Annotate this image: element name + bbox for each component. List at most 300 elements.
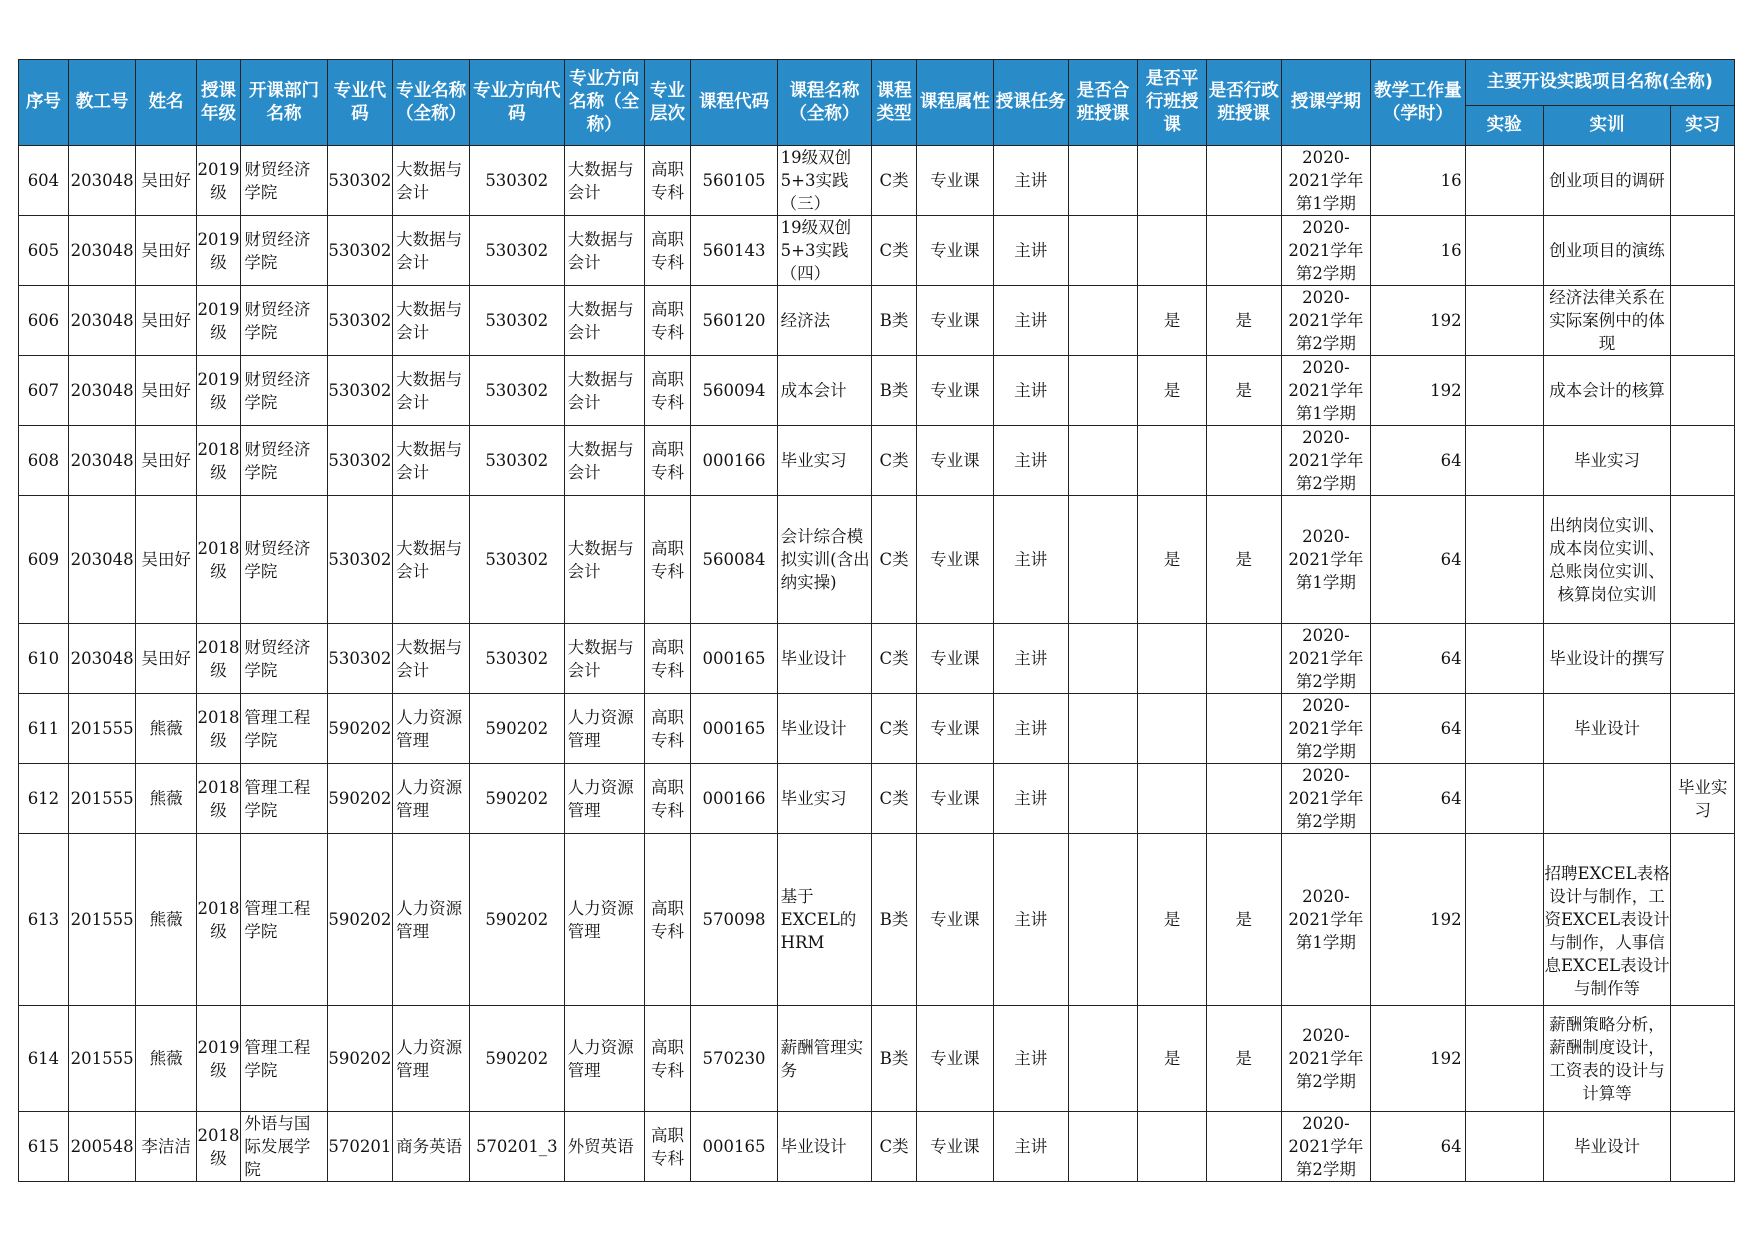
cell-merged	[1068, 356, 1138, 426]
cell-text: 570230	[702, 1049, 766, 1068]
cell-major-name	[393, 1112, 470, 1182]
cell-grade	[196, 356, 241, 426]
cell-text: 专业课	[930, 719, 980, 738]
col-header-level: 专业层次	[644, 60, 691, 146]
cell-text: 是	[1235, 1049, 1253, 1068]
col-header-course-type: 课程类型	[872, 60, 917, 146]
cell-parallel	[1138, 356, 1207, 426]
cell-seq	[19, 216, 69, 286]
cell-text: 201555	[70, 719, 134, 738]
cell-merged	[1068, 834, 1138, 1006]
cell-term	[1281, 356, 1370, 426]
cell-text: 192	[1430, 1049, 1462, 1068]
cell-text: 是	[1163, 381, 1181, 400]
cell-text: 毕业设计的撰写	[1549, 649, 1665, 668]
cell-hours	[1371, 1112, 1466, 1182]
cell-term	[1281, 694, 1370, 764]
cell-text: 530302	[485, 381, 549, 400]
cell-course-type	[872, 146, 917, 216]
cell-course-attr	[916, 1006, 993, 1112]
cell-text: 外语与国际发展学院	[244, 1114, 311, 1179]
cell-text: 530302	[485, 649, 549, 668]
table-row	[19, 694, 1735, 764]
cell-text: 人力资源管理	[567, 1037, 634, 1080]
cell-text: 大数据与会计	[396, 299, 463, 342]
cell-text: 薪酬管理实务	[780, 1037, 864, 1080]
cell-course-name	[777, 694, 872, 764]
col-header-major-code: 专业代码	[327, 60, 392, 146]
cell-text: 604	[27, 171, 60, 190]
cell-training	[1543, 834, 1671, 1006]
cell-major-name	[393, 286, 470, 356]
cell-text: 615	[27, 1137, 60, 1156]
cell-course-name	[777, 216, 872, 286]
cell-text: 203048	[70, 550, 134, 569]
cell-major-code	[327, 624, 392, 694]
cell-text: 是	[1235, 550, 1253, 569]
cell-direction-code	[470, 496, 565, 624]
cell-direction-name	[564, 356, 644, 426]
cell-direction-name	[564, 764, 644, 834]
cell-level	[644, 624, 691, 694]
cell-text: 高职专科	[651, 1125, 684, 1168]
cell-text: 大数据与会计	[567, 369, 634, 412]
cell-text: 大数据与会计	[396, 439, 463, 482]
cell-grade	[196, 764, 241, 834]
cell-text: 毕业设计	[780, 1137, 847, 1156]
cell-direction-code	[470, 426, 565, 496]
cell-text: 大数据与会计	[567, 229, 634, 272]
cell-text: 大数据与会计	[567, 538, 634, 581]
cell-course-type	[872, 356, 917, 426]
cell-text: 192	[1430, 381, 1462, 400]
cell-text: 2020-2021学年第1学期	[1288, 358, 1364, 423]
header-row	[19, 60, 1735, 106]
cell-text: 530302	[485, 451, 549, 470]
cell-hours	[1371, 146, 1466, 216]
cell-experiment	[1465, 496, 1543, 624]
cell-text: 人力资源管理	[396, 1037, 463, 1080]
cell-text: 201555	[70, 1049, 134, 1068]
cell-text: 16	[1440, 171, 1462, 190]
cell-text: 192	[1430, 311, 1462, 330]
cell-text: 高职专科	[651, 777, 684, 820]
cell-text: 高职专科	[651, 707, 684, 750]
cell-internship	[1671, 1112, 1735, 1182]
cell-course-code	[691, 1006, 777, 1112]
cell-text: 管理工程学院	[244, 707, 311, 750]
cell-training	[1543, 1006, 1671, 1112]
cell-text: 16	[1440, 241, 1462, 260]
cell-direction-name	[564, 216, 644, 286]
cell-task	[993, 1112, 1068, 1182]
cell-major-code	[327, 216, 392, 286]
cell-text: 熊薇	[149, 910, 183, 929]
cell-course-name	[777, 286, 872, 356]
col-header-course-code: 课程代码	[691, 60, 777, 146]
cell-text: 000166	[702, 451, 766, 470]
cell-course-attr	[916, 764, 993, 834]
cell-task	[993, 426, 1068, 496]
cell-parallel	[1138, 694, 1207, 764]
cell-task	[993, 286, 1068, 356]
cell-text: 590202	[328, 910, 392, 929]
cell-merged	[1068, 1112, 1138, 1182]
cell-level	[644, 216, 691, 286]
cell-text: 熊薇	[149, 1049, 183, 1068]
cell-text: C类	[879, 789, 909, 808]
cell-major-code	[327, 764, 392, 834]
cell-text: 财贸经济学院	[244, 538, 311, 581]
cell-teacher-id	[68, 694, 136, 764]
cell-text: 吴田好	[141, 241, 191, 260]
cell-teacher-id	[68, 764, 136, 834]
cell-teacher-id	[68, 496, 136, 624]
cell-term	[1281, 764, 1370, 834]
table-row	[19, 286, 1735, 356]
cell-grade	[196, 834, 241, 1006]
cell-text: 专业课	[930, 789, 980, 808]
cell-text: 主讲	[1014, 649, 1048, 668]
cell-grade	[196, 496, 241, 624]
cell-merged	[1068, 216, 1138, 286]
cell-text: B类	[879, 1049, 909, 1068]
cell-text: 560143	[702, 241, 766, 260]
cell-direction-name	[564, 426, 644, 496]
cell-term	[1281, 146, 1370, 216]
cell-text: 毕业设计	[780, 719, 847, 738]
cell-merged	[1068, 764, 1138, 834]
cell-experiment	[1465, 356, 1543, 426]
cell-term	[1281, 216, 1370, 286]
cell-text: 主讲	[1014, 910, 1048, 929]
cell-direction-code	[470, 834, 565, 1006]
cell-text: 560084	[702, 550, 766, 569]
cell-text: 吴田好	[141, 381, 191, 400]
cell-text: 高职专科	[651, 1037, 684, 1080]
cell-merged	[1068, 146, 1138, 216]
cell-text: 高职专科	[651, 637, 684, 680]
cell-text: 熊薇	[149, 789, 183, 808]
cell-course-name	[777, 764, 872, 834]
cell-training	[1543, 426, 1671, 496]
cell-text: 是	[1235, 311, 1253, 330]
cell-dept	[241, 146, 327, 216]
cell-term	[1281, 496, 1370, 624]
cell-major-name	[393, 764, 470, 834]
cell-text: 商务英语	[396, 1137, 463, 1156]
cell-text: 530302	[328, 550, 392, 569]
cell-text: 主讲	[1014, 241, 1048, 260]
cell-major-name	[393, 624, 470, 694]
cell-text: 203048	[70, 381, 134, 400]
cell-direction-name	[564, 146, 644, 216]
cell-text: 610	[27, 649, 60, 668]
cell-term	[1281, 286, 1370, 356]
cell-course-name	[777, 1006, 872, 1112]
col-header-teacher-id: 教工号	[68, 60, 136, 146]
cell-course-code	[691, 1112, 777, 1182]
cell-training	[1543, 496, 1671, 624]
cell-text: 人力资源管理	[396, 777, 463, 820]
cell-parallel	[1138, 426, 1207, 496]
cell-grade	[196, 1112, 241, 1182]
cell-merged	[1068, 1006, 1138, 1112]
cell-text: 专业课	[930, 910, 980, 929]
cell-text: 605	[27, 241, 60, 260]
cell-course-attr	[916, 216, 993, 286]
cell-direction-name	[564, 286, 644, 356]
cell-task	[993, 146, 1068, 216]
cell-text: 创业项目的调研	[1549, 171, 1665, 190]
cell-text: 201555	[70, 910, 134, 929]
cell-internship	[1671, 1006, 1735, 1112]
cell-name	[136, 694, 196, 764]
cell-admin	[1206, 426, 1281, 496]
cell-grade	[196, 426, 241, 496]
cell-text: 经济法律关系在实际案例中的体现	[1549, 288, 1665, 353]
cell-level	[644, 286, 691, 356]
cell-name	[136, 146, 196, 216]
cell-text: 2020-2021学年第2学期	[1288, 696, 1364, 761]
cell-text: 财贸经济学院	[244, 439, 311, 482]
cell-text: 530302	[485, 171, 549, 190]
cell-text: 608	[27, 451, 60, 470]
cell-course-type	[872, 1112, 917, 1182]
cell-seq	[19, 286, 69, 356]
cell-parallel	[1138, 496, 1207, 624]
cell-text: 590202	[328, 1049, 392, 1068]
cell-text: 203048	[70, 171, 134, 190]
cell-text: 大数据与会计	[396, 159, 463, 202]
cell-major-code	[327, 1112, 392, 1182]
cell-parallel	[1138, 624, 1207, 694]
cell-text: 管理工程学院	[244, 1037, 311, 1080]
cell-admin	[1206, 624, 1281, 694]
cell-text: 530302	[485, 241, 549, 260]
cell-hours	[1371, 764, 1466, 834]
cell-grade	[196, 216, 241, 286]
cell-internship	[1671, 356, 1735, 426]
cell-text: 560120	[702, 311, 766, 330]
cell-text: 192	[1430, 910, 1462, 929]
cell-course-name	[777, 146, 872, 216]
col-header-course-attr: 课程属性	[916, 60, 993, 146]
cell-text: 专业课	[930, 241, 980, 260]
col-header-practice-projects: 主要开设实践项目名称(全称)	[1465, 60, 1734, 106]
cell-text: 吴田好	[141, 171, 191, 190]
cell-text: 大数据与会计	[396, 369, 463, 412]
cell-major-name	[393, 694, 470, 764]
cell-direction-code	[470, 286, 565, 356]
cell-merged	[1068, 426, 1138, 496]
cell-task	[993, 694, 1068, 764]
cell-dept	[241, 1112, 327, 1182]
cell-experiment	[1465, 764, 1543, 834]
cell-text: 607	[27, 381, 60, 400]
cell-direction-code	[470, 1006, 565, 1112]
cell-seq	[19, 426, 69, 496]
cell-course-type	[872, 834, 917, 1006]
cell-major-name	[393, 426, 470, 496]
cell-text: 外贸英语	[567, 1137, 634, 1156]
cell-grade	[196, 624, 241, 694]
cell-training	[1543, 624, 1671, 694]
cell-parallel	[1138, 1006, 1207, 1112]
cell-experiment	[1465, 694, 1543, 764]
cell-text: C类	[879, 451, 909, 470]
cell-training	[1543, 764, 1671, 834]
cell-major-name	[393, 216, 470, 286]
cell-task	[993, 764, 1068, 834]
cell-task	[993, 356, 1068, 426]
cell-text: 560094	[702, 381, 766, 400]
cell-text: 是	[1163, 910, 1181, 929]
cell-text: 是	[1163, 311, 1181, 330]
cell-course-type	[872, 426, 917, 496]
cell-text: 薪酬策略分析，薪酬制度设计，工资表的设计与计算等	[1549, 1014, 1665, 1103]
cell-experiment	[1465, 624, 1543, 694]
cell-course-type	[872, 624, 917, 694]
cell-training	[1543, 216, 1671, 286]
cell-course-type	[872, 286, 917, 356]
cell-major-name	[393, 1006, 470, 1112]
cell-level	[644, 834, 691, 1006]
cell-major-name	[393, 834, 470, 1006]
cell-text: 530302	[328, 649, 392, 668]
cell-seq	[19, 834, 69, 1006]
cell-text: C类	[879, 241, 909, 260]
cell-major-code	[327, 356, 392, 426]
cell-text: 613	[27, 910, 60, 929]
col-header-direction-code: 专业方向代码	[470, 60, 565, 146]
cell-internship	[1671, 764, 1735, 834]
cell-text: 203048	[70, 241, 134, 260]
cell-text: 590202	[485, 910, 549, 929]
cell-course-code	[691, 146, 777, 216]
col-header-parallel: 是否平行班授课	[1138, 60, 1207, 146]
cell-text: 2020-2021学年第2学期	[1288, 428, 1364, 493]
cell-text: 人力资源管理	[396, 898, 463, 941]
cell-text: 19级双创5+3实践（四）	[780, 218, 852, 283]
cell-direction-code	[470, 694, 565, 764]
cell-course-type	[872, 1006, 917, 1112]
cell-direction-name	[564, 1112, 644, 1182]
cell-major-code	[327, 426, 392, 496]
cell-course-type	[872, 694, 917, 764]
cell-text: 606	[27, 311, 60, 330]
cell-course-name	[777, 426, 872, 496]
cell-experiment	[1465, 426, 1543, 496]
cell-text: 熊薇	[149, 719, 183, 738]
cell-level	[644, 146, 691, 216]
cell-admin	[1206, 1006, 1281, 1112]
cell-admin	[1206, 356, 1281, 426]
cell-direction-code	[470, 356, 565, 426]
cell-text: 2020-2021学年第2学期	[1288, 766, 1364, 831]
cell-text: 203048	[70, 649, 134, 668]
cell-parallel	[1138, 146, 1207, 216]
col-header-hours: 教学工作量（学时）	[1371, 60, 1466, 146]
cell-task	[993, 834, 1068, 1006]
cell-text: 2018级	[197, 439, 240, 482]
cell-text: 财贸经济学院	[244, 369, 311, 412]
cell-direction-code	[470, 146, 565, 216]
cell-admin	[1206, 764, 1281, 834]
cell-hours	[1371, 1006, 1466, 1112]
cell-text: 大数据与会计	[567, 637, 634, 680]
cell-teacher-id	[68, 426, 136, 496]
cell-name	[136, 496, 196, 624]
cell-name	[136, 764, 196, 834]
cell-seq	[19, 624, 69, 694]
cell-admin	[1206, 496, 1281, 624]
cell-seq	[19, 764, 69, 834]
cell-teacher-id	[68, 286, 136, 356]
cell-text: 吴田好	[141, 550, 191, 569]
cell-dept	[241, 286, 327, 356]
cell-course-name	[777, 624, 872, 694]
cell-text: 毕业设计	[780, 649, 847, 668]
cell-text: 530302	[485, 311, 549, 330]
col-header-dept: 开课部门名称	[241, 60, 327, 146]
col-header-merged: 是否合班授课	[1068, 60, 1138, 146]
cell-text: 成本会计	[780, 381, 847, 400]
cell-text: 2019级	[197, 369, 240, 412]
cell-text: 吴田好	[141, 649, 191, 668]
cell-text: 2020-2021学年第2学期	[1288, 288, 1364, 353]
cell-internship	[1671, 286, 1735, 356]
col-header-course-name: 课程名称（全称）	[777, 60, 872, 146]
cell-text: 成本会计的核算	[1549, 381, 1665, 400]
col-header-seq: 序号	[19, 60, 69, 146]
col-header-experiment: 实验	[1465, 106, 1543, 146]
col-header-task: 授课任务	[993, 60, 1068, 146]
cell-course-attr	[916, 146, 993, 216]
cell-grade	[196, 694, 241, 764]
cell-level	[644, 356, 691, 426]
col-header-internship: 实习	[1671, 106, 1735, 146]
cell-teacher-id	[68, 834, 136, 1006]
cell-text: 200548	[70, 1137, 134, 1156]
cell-text: 570201_3	[475, 1137, 558, 1156]
cell-text: 2020-2021学年第1学期	[1288, 887, 1364, 952]
cell-text: 530302	[328, 241, 392, 260]
cell-course-code	[691, 764, 777, 834]
cell-text: 主讲	[1014, 171, 1048, 190]
cell-text: 609	[27, 550, 60, 569]
cell-text: 2019级	[197, 159, 240, 202]
cell-text: 2019级	[197, 1037, 240, 1080]
cell-direction-name	[564, 834, 644, 1006]
cell-text: 612	[27, 789, 60, 808]
cell-task	[993, 216, 1068, 286]
cell-seq	[19, 146, 69, 216]
cell-text: 专业课	[930, 381, 980, 400]
cell-dept	[241, 694, 327, 764]
cell-text: 财贸经济学院	[244, 229, 311, 272]
cell-text: 2018级	[197, 777, 240, 820]
cell-teacher-id	[68, 1006, 136, 1112]
cell-hours	[1371, 426, 1466, 496]
cell-internship	[1671, 694, 1735, 764]
cell-text: 主讲	[1014, 719, 1048, 738]
cell-course-code	[691, 694, 777, 764]
table-row	[19, 1006, 1735, 1112]
table-row	[19, 426, 1735, 496]
table-row	[19, 1112, 1735, 1182]
cell-training	[1543, 286, 1671, 356]
